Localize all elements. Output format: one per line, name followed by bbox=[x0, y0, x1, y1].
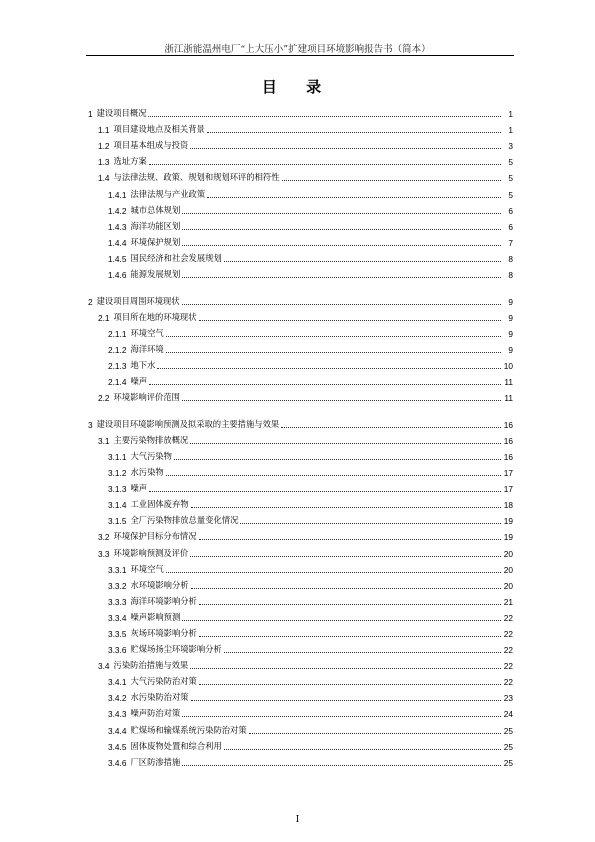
toc-entry-title: 项目基本组成与投资 bbox=[113, 140, 189, 151]
toc-entry-number: 3.4.5 bbox=[108, 741, 127, 752]
toc-entry-page: 20 bbox=[503, 564, 513, 575]
toc-entry-2-1-4[interactable] bbox=[88, 371, 513, 387]
toc-entry-number: 1.4.2 bbox=[108, 205, 127, 216]
toc-entry-1-1[interactable] bbox=[88, 119, 513, 135]
toc-entry-number: 2.1.2 bbox=[108, 344, 127, 355]
toc-entry-page: 6 bbox=[508, 205, 513, 216]
toc-entry-page: 25 bbox=[503, 757, 513, 768]
toc-entry-3-4-2[interactable] bbox=[88, 687, 513, 703]
toc-entry-number: 2.1.1 bbox=[108, 328, 127, 339]
dot-leader bbox=[182, 304, 501, 305]
toc-entry-number: 2.1 bbox=[98, 312, 110, 323]
toc-entry-page: 22 bbox=[503, 677, 513, 688]
toc-entry-3-3-4[interactable] bbox=[88, 607, 513, 623]
toc-entry-number: 3.4.3 bbox=[108, 709, 127, 720]
toc-entry-page: 5 bbox=[508, 157, 513, 168]
toc-entry-title: 选址方案 bbox=[113, 156, 147, 167]
dot-leader bbox=[182, 400, 501, 401]
toc-entry-3-1-1[interactable] bbox=[88, 446, 513, 462]
toc-entry-number: 3.3.4 bbox=[108, 612, 127, 623]
dot-leader bbox=[166, 336, 501, 337]
toc-entry-title: 大气污染防治对策 bbox=[130, 676, 197, 687]
toc-entry-page: 17 bbox=[503, 484, 513, 495]
toc-entry-number: 3.4 bbox=[98, 661, 110, 672]
dot-leader bbox=[207, 197, 501, 198]
dot-leader bbox=[191, 507, 501, 508]
toc-entry-3-1-4[interactable] bbox=[88, 494, 513, 510]
toc-entry-title: 与法律法规、政策、规划和规划环评的相符性 bbox=[113, 172, 280, 183]
dot-leader bbox=[281, 427, 501, 428]
toc-entry-1-4-2[interactable] bbox=[88, 200, 513, 216]
toc-entry-number: 3.1.5 bbox=[108, 516, 127, 527]
toc-entry-title: 建设项目概况 bbox=[96, 108, 147, 119]
toc-entry-3-4[interactable] bbox=[88, 655, 513, 671]
toc-entry-3-3-2[interactable] bbox=[88, 575, 513, 591]
toc-entry-title: 厂区防渗措施 bbox=[130, 756, 181, 767]
toc-entry-page: 11 bbox=[504, 393, 513, 404]
toc-entry-page: 21 bbox=[503, 596, 513, 607]
toc-entry-number: 2.1.3 bbox=[108, 361, 127, 371]
toc-entry-page: 5 bbox=[508, 189, 513, 200]
toc-entry-number: 3.1.2 bbox=[108, 468, 127, 479]
toc-entry-3-3-6[interactable] bbox=[88, 639, 513, 655]
toc-entry-page: 1 bbox=[508, 125, 513, 136]
toc-entry-page: 8 bbox=[508, 270, 513, 281]
toc-entry-number: 3.1.4 bbox=[108, 500, 127, 511]
toc-entry-title: 环境影响评价范围 bbox=[113, 392, 180, 403]
toc-entry-page: 22 bbox=[503, 661, 513, 672]
dot-leader bbox=[190, 443, 501, 444]
toc-entry-page: 3 bbox=[508, 141, 513, 152]
toc-entry-page: 16 bbox=[503, 451, 513, 462]
dot-leader bbox=[190, 148, 501, 149]
toc-entry-3-4-5[interactable] bbox=[88, 736, 513, 752]
toc-entry-number: 1.4.6 bbox=[108, 270, 127, 281]
dot-leader bbox=[191, 588, 501, 589]
toc-entry-3-3-5[interactable] bbox=[88, 623, 513, 639]
toc-entry-page: 20 bbox=[503, 580, 513, 591]
toc-entry-title: 环境影响预测及评价 bbox=[113, 547, 189, 558]
toc-entry-page: 9 bbox=[508, 344, 513, 355]
toc-entry-number: 3.3.6 bbox=[108, 645, 127, 656]
dot-leader bbox=[240, 523, 501, 524]
dot-leader bbox=[282, 180, 502, 181]
toc-entry-page: 18 bbox=[503, 500, 513, 511]
toc-entry-title: 污染防治措施与效果 bbox=[113, 660, 189, 671]
toc-entry-1-4-6[interactable] bbox=[88, 264, 513, 280]
toc-entry-number: 1 bbox=[88, 109, 93, 120]
dot-leader bbox=[166, 475, 501, 476]
running-header: 浙江浙能温州电厂“上大压小”扩建项目环境影响报告书（简本） bbox=[164, 44, 431, 55]
toc-entry-page: 17 bbox=[503, 468, 513, 479]
toc-entry-page: 24 bbox=[503, 709, 513, 720]
toc-entry-3-4-6[interactable] bbox=[88, 752, 513, 768]
toc-entry-page: 1 bbox=[508, 109, 513, 120]
toc-entry-title: 海洋功能区划 bbox=[130, 220, 181, 231]
toc-entry-number: 3.1 bbox=[98, 435, 110, 446]
toc-entry-title: 地下水 bbox=[130, 360, 156, 370]
toc-entry-3-1-5[interactable] bbox=[88, 510, 513, 526]
toc-entry-number: 1.1 bbox=[98, 125, 110, 136]
dot-leader bbox=[190, 668, 501, 669]
toc-entry-1-4-1[interactable] bbox=[88, 183, 513, 199]
dot-leader bbox=[207, 132, 501, 133]
toc-entry-number: 3.4.2 bbox=[108, 693, 127, 704]
toc-entry-number: 3.1.3 bbox=[108, 484, 127, 495]
toc-entry-title: 项目所在地的环境现状 bbox=[113, 311, 197, 322]
dot-leader bbox=[191, 700, 501, 701]
toc-entry-3-4-4[interactable] bbox=[88, 719, 513, 735]
toc-entry-page: 22 bbox=[503, 645, 513, 656]
toc-entry-page: 7 bbox=[508, 237, 513, 248]
toc-entry-page: 10 bbox=[503, 361, 513, 371]
table-of-contents bbox=[88, 103, 513, 768]
toc-entry-page: 5 bbox=[508, 173, 513, 184]
dot-leader bbox=[199, 684, 501, 685]
dot-leader bbox=[182, 229, 501, 230]
toc-entry-2[interactable] bbox=[88, 291, 513, 307]
toc-entry-title: 水环境影响分析 bbox=[130, 579, 189, 590]
toc-entry-title: 法律法规与产业政策 bbox=[130, 188, 206, 199]
toc-entry-title: 固体废物处置和综合利用 bbox=[130, 740, 222, 751]
toc-entry-title: 噪声防治对策 bbox=[130, 708, 181, 719]
dot-leader bbox=[224, 261, 501, 262]
toc-entry-page: 25 bbox=[503, 725, 513, 736]
dot-leader bbox=[224, 652, 501, 653]
toc-entry-page: 22 bbox=[503, 629, 513, 639]
toc-entry-number: 3.4.1 bbox=[108, 677, 127, 688]
toc-entry-1-3[interactable] bbox=[88, 151, 513, 167]
dot-leader bbox=[166, 352, 501, 353]
toc-entry-2-1-3[interactable] bbox=[88, 355, 513, 371]
toc-entry-3-3[interactable] bbox=[88, 542, 513, 558]
dot-leader bbox=[149, 384, 501, 385]
toc-entry-number: 3.3.5 bbox=[108, 629, 127, 639]
header-rule bbox=[86, 55, 514, 56]
toc-entry-3-4-3[interactable] bbox=[88, 703, 513, 719]
toc-entry-title: 环境空气 bbox=[130, 327, 164, 338]
dot-leader bbox=[199, 636, 501, 637]
dot-leader bbox=[182, 716, 501, 717]
toc-entry-number: 3 bbox=[88, 419, 93, 430]
toc-entry-page: 22 bbox=[503, 612, 513, 623]
toc-entry-1-2[interactable] bbox=[88, 135, 513, 151]
toc-entry-title: 工业固体废弃物 bbox=[130, 499, 189, 510]
toc-entry-page: 20 bbox=[503, 548, 513, 559]
toc-entry-page: 11 bbox=[504, 377, 513, 388]
toc-entry-3-3-3[interactable] bbox=[88, 591, 513, 607]
toc-entry-number: 1.4.4 bbox=[108, 237, 127, 248]
toc-entry-3-4-1[interactable] bbox=[88, 671, 513, 687]
toc-entry-title: 建设项目周围环境现状 bbox=[96, 295, 180, 306]
toc-entry-title: 国民经济和社会发展规划 bbox=[130, 252, 222, 263]
dot-leader bbox=[249, 733, 501, 734]
toc-entry-number: 3.3.1 bbox=[108, 564, 127, 575]
dot-leader bbox=[166, 572, 501, 573]
toc-entry-3-2[interactable] bbox=[88, 526, 513, 542]
dot-leader bbox=[174, 459, 501, 460]
toc-entry-3-3-1[interactable] bbox=[88, 559, 513, 575]
toc-entry-3[interactable] bbox=[88, 414, 513, 430]
toc-entry-number: 3.2 bbox=[98, 532, 110, 543]
dot-leader bbox=[148, 116, 501, 117]
dot-leader bbox=[149, 164, 501, 165]
toc-entry-page: 6 bbox=[508, 221, 513, 232]
toc-entry-1-4-5[interactable] bbox=[88, 248, 513, 264]
toc-entry-1-4[interactable] bbox=[88, 167, 513, 183]
toc-entry-title: 水污染防治对策 bbox=[130, 692, 189, 703]
toc-entry-1-4-3[interactable] bbox=[88, 216, 513, 232]
toc-entry-number: 1.4.1 bbox=[108, 189, 127, 200]
toc-entry-page: 23 bbox=[503, 693, 513, 704]
dot-leader bbox=[199, 320, 501, 321]
toc-entry-number: 1.4 bbox=[98, 173, 110, 184]
toc-entry-number: 3.3 bbox=[98, 548, 110, 559]
toc-entry-number: 3.3.2 bbox=[108, 580, 127, 591]
toc-entry-title: 环境保护规划 bbox=[130, 236, 181, 247]
page-number: I bbox=[295, 815, 300, 825]
toc-entry-number: 3.4.6 bbox=[108, 757, 127, 768]
toc-entry-page: 19 bbox=[503, 516, 513, 527]
toc-entry-title: 项目建设地点及相关背景 bbox=[113, 124, 205, 135]
toc-entry-2-1[interactable] bbox=[88, 307, 513, 323]
toc-entry-2-1-2[interactable] bbox=[88, 339, 513, 355]
toc-entry-1-4-4[interactable] bbox=[88, 232, 513, 248]
toc-entry-3-1-2[interactable] bbox=[88, 462, 513, 478]
toc-entry-title: 噪声 bbox=[130, 376, 148, 387]
toc-entry-title: 环境保护目标分布情况 bbox=[113, 531, 197, 542]
toc-entry-number: 3.4.4 bbox=[108, 725, 127, 736]
toc-entry-number: 2.1.4 bbox=[108, 377, 127, 388]
toc-entry-number: 3.1.1 bbox=[108, 451, 127, 462]
toc-entry-page: 9 bbox=[508, 328, 513, 339]
dot-leader bbox=[182, 620, 501, 621]
toc-entry-page: 9 bbox=[508, 296, 513, 307]
toc-entry-number: 1.3 bbox=[98, 157, 110, 168]
toc-entry-page: 16 bbox=[503, 419, 513, 430]
toc-entry-title: 噪声 bbox=[130, 483, 148, 494]
dot-leader bbox=[182, 213, 501, 214]
toc-entry-page: 16 bbox=[503, 435, 513, 446]
toc-entry-3-1-3[interactable] bbox=[88, 478, 513, 494]
toc-entry-number: 2.2 bbox=[98, 393, 110, 404]
toc-entry-page: 9 bbox=[508, 312, 513, 323]
toc-entry-1[interactable] bbox=[88, 103, 513, 119]
toc-entry-number: 2 bbox=[88, 296, 93, 307]
toc-entry-title: 建设项目环境影响预测及拟采取的主要措施与效果 bbox=[96, 418, 280, 429]
toc-entry-number: 1.4.5 bbox=[108, 253, 127, 264]
dot-leader bbox=[224, 749, 501, 750]
toc-entry-title: 贮煤场扬尘环境影响分析 bbox=[130, 644, 222, 655]
toc-entry-title: 环境空气 bbox=[130, 563, 164, 574]
toc-entry-title: 海洋环境影响分析 bbox=[130, 595, 197, 606]
toc-entry-number: 1.4.3 bbox=[108, 221, 127, 232]
toc-entry-title: 贮煤场和输煤系统污染防治对策 bbox=[130, 724, 247, 735]
toc-title: 目 录 bbox=[261, 78, 334, 96]
dot-leader bbox=[199, 539, 501, 540]
toc-entry-title: 海洋环境 bbox=[130, 343, 164, 354]
toc-entry-page: 19 bbox=[503, 532, 513, 543]
toc-entry-2-2[interactable] bbox=[88, 387, 513, 403]
toc-entry-page: 8 bbox=[508, 253, 513, 264]
toc-entry-title: 主要污染物排放概况 bbox=[113, 434, 189, 445]
dot-leader bbox=[182, 245, 501, 246]
toc-entry-3-1[interactable] bbox=[88, 430, 513, 446]
toc-entry-page: 25 bbox=[503, 741, 513, 752]
toc-entry-title: 全厂污染物排放总量变化情况 bbox=[130, 515, 239, 526]
toc-entry-title: 大气污染物 bbox=[130, 450, 172, 461]
toc-entry-title: 能源发展规划 bbox=[130, 269, 181, 280]
toc-entry-title: 水污染物 bbox=[130, 467, 164, 478]
toc-entry-2-1-1[interactable] bbox=[88, 323, 513, 339]
dot-leader bbox=[182, 277, 501, 278]
toc-entry-title: 灰场环境影响分析 bbox=[130, 628, 197, 638]
dot-leader bbox=[157, 368, 501, 369]
dot-leader bbox=[199, 604, 501, 605]
dot-leader bbox=[182, 765, 501, 766]
toc-entry-number: 3.3.3 bbox=[108, 596, 127, 607]
dot-leader bbox=[190, 556, 501, 557]
toc-entry-number: 1.2 bbox=[98, 141, 110, 152]
dot-leader bbox=[149, 491, 501, 492]
toc-entry-title: 城市总体规划 bbox=[130, 204, 181, 215]
toc-entry-title: 噪声影响预测 bbox=[130, 611, 181, 622]
